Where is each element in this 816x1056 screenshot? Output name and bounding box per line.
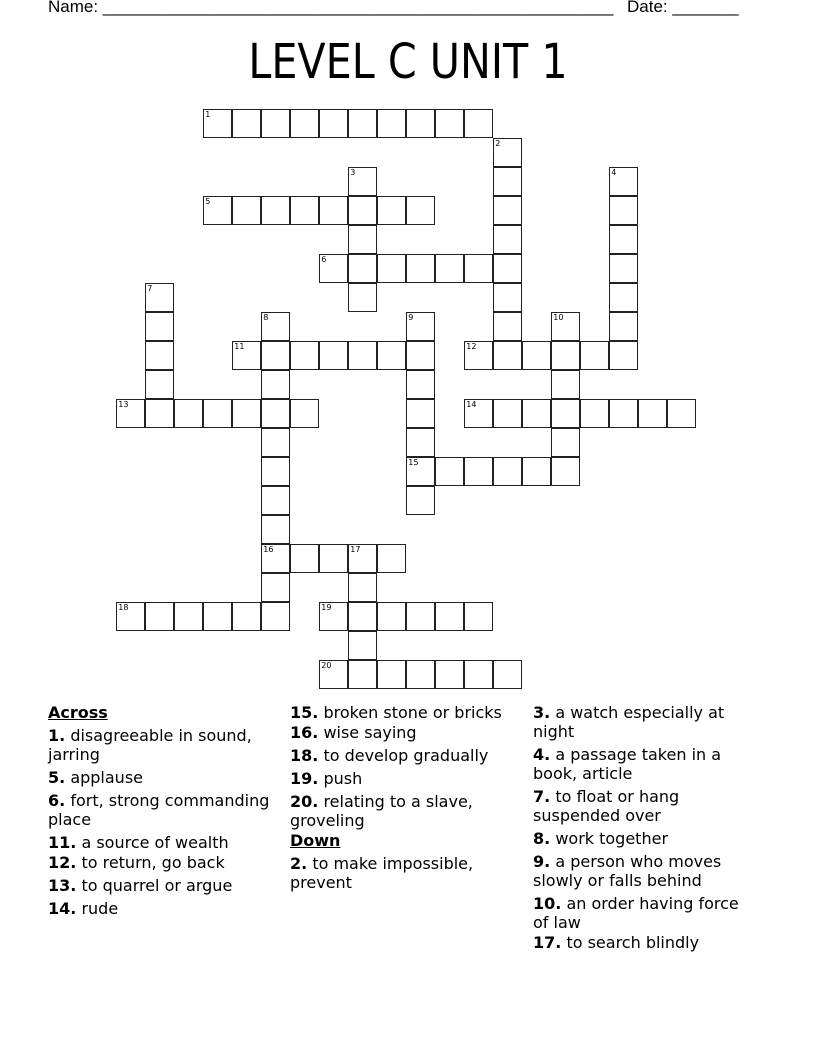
clue-text: a watch especially at night — [533, 703, 725, 741]
crossword-cell[interactable] — [609, 196, 638, 225]
clue-number: 19. — [290, 769, 319, 788]
crossword-cell[interactable] — [261, 515, 290, 544]
crossword-cell[interactable] — [116, 399, 145, 428]
clue-across-6 — [48, 791, 278, 829]
crossword-cell[interactable] — [493, 138, 522, 167]
crossword-cell[interactable] — [261, 196, 290, 225]
crossword-cell[interactable] — [203, 109, 232, 138]
clue-down-2 — [290, 854, 525, 892]
crossword-cell[interactable] — [232, 109, 261, 138]
clue-text: relating to a slave, groveling — [290, 792, 473, 830]
crossword-cell[interactable] — [493, 225, 522, 254]
crossword-cell[interactable] — [406, 312, 435, 341]
clue-down-3 — [533, 703, 758, 741]
clue-down-8 — [533, 829, 758, 848]
cell-number: 7 — [147, 284, 153, 294]
crossword-cell[interactable] — [145, 602, 174, 631]
clue-down-4 — [533, 745, 758, 783]
clue-text: wise saying — [323, 723, 417, 742]
crossword-cell[interactable] — [232, 399, 261, 428]
clue-text: to quarrel or argue — [81, 876, 233, 895]
clue-number: 13. — [48, 876, 77, 895]
crossword-cell[interactable] — [464, 457, 493, 486]
clue-number: 5. — [48, 768, 66, 787]
crossword-cell[interactable] — [145, 341, 174, 370]
crossword-cell[interactable] — [406, 341, 435, 370]
crossword-cell[interactable] — [348, 573, 377, 602]
clue-text: work together — [555, 829, 669, 848]
crossword-cell[interactable] — [261, 341, 290, 370]
crossword-cell[interactable] — [551, 341, 580, 370]
clue-text: push — [323, 769, 363, 788]
crossword-cell[interactable] — [203, 602, 232, 631]
crossword-cell[interactable] — [319, 196, 348, 225]
crossword-cell[interactable] — [406, 602, 435, 631]
crossword-cell[interactable] — [377, 660, 406, 689]
crossword-cell[interactable] — [348, 196, 377, 225]
crossword-cell[interactable] — [377, 341, 406, 370]
date-field-label: Date: _______ — [627, 0, 739, 16]
cell-number: 12 — [466, 342, 477, 352]
crossword-cell[interactable] — [667, 399, 696, 428]
crossword-cell[interactable] — [232, 196, 261, 225]
crossword-cell[interactable] — [464, 109, 493, 138]
clue-across-5 — [48, 768, 278, 787]
crossword-cell[interactable] — [319, 544, 348, 573]
clue-text: to make impossible, prevent — [290, 854, 474, 892]
clue-number: 11. — [48, 833, 77, 852]
clue-down-17 — [533, 933, 758, 952]
crossword-cell[interactable] — [609, 341, 638, 370]
clue-down-9 — [533, 852, 758, 890]
crossword-cell[interactable] — [377, 544, 406, 573]
crossword-cell[interactable] — [290, 341, 319, 370]
crossword-cell[interactable] — [493, 341, 522, 370]
crossword-cell[interactable] — [203, 196, 232, 225]
crossword-cell[interactable] — [348, 602, 377, 631]
clues-column-1 — [48, 703, 278, 922]
cell-number: 14 — [466, 400, 477, 410]
crossword-cell[interactable] — [348, 544, 377, 573]
down-heading: Down — [290, 831, 341, 850]
crossword-cell[interactable] — [203, 399, 232, 428]
clue-across-15 — [290, 703, 525, 722]
crossword-cell[interactable] — [522, 341, 551, 370]
clue-number: 1. — [48, 726, 66, 745]
clue-number: 17. — [533, 933, 562, 952]
crossword-cell[interactable] — [609, 312, 638, 341]
crossword-cell[interactable] — [319, 254, 348, 283]
cell-number: 11 — [234, 342, 245, 352]
clue-text: to develop gradually — [323, 746, 489, 765]
clue-across-13 — [48, 876, 278, 895]
cell-number: 3 — [350, 168, 356, 178]
crossword-cell[interactable] — [261, 370, 290, 399]
clue-number: 7. — [533, 787, 551, 806]
clue-down-7 — [533, 787, 758, 825]
page-title: LEVEL C UNIT 1 — [248, 34, 568, 90]
cell-number: 6 — [321, 255, 327, 265]
crossword-cell[interactable] — [435, 660, 464, 689]
clue-text: a person who moves slowly or falls behind — [533, 852, 722, 890]
crossword-cell[interactable] — [493, 312, 522, 341]
clue-number: 18. — [290, 746, 319, 765]
crossword-cell[interactable] — [348, 660, 377, 689]
clue-across-18 — [290, 746, 525, 765]
clue-number: 14. — [48, 899, 77, 918]
crossword-cell[interactable] — [348, 631, 377, 660]
clue-number: 16. — [290, 723, 319, 742]
crossword-cell[interactable] — [493, 167, 522, 196]
clue-number: 10. — [533, 894, 562, 913]
crossword-cell[interactable] — [261, 486, 290, 515]
crossword-cell[interactable] — [290, 399, 319, 428]
crossword-cell[interactable] — [116, 602, 145, 631]
crossword-cell[interactable] — [261, 428, 290, 457]
crossword-cell[interactable] — [493, 399, 522, 428]
clue-across-11 — [48, 833, 278, 852]
crossword-cell[interactable] — [464, 254, 493, 283]
clue-text: a passage taken in a book, article — [533, 745, 722, 783]
name-field-label: Name: ______________________________________________________ — [48, 0, 614, 16]
clue-across-14 — [48, 899, 278, 918]
cell-number: 1 — [205, 110, 211, 120]
crossword-cell[interactable] — [609, 399, 638, 428]
crossword-cell[interactable] — [406, 428, 435, 457]
crossword-cell[interactable] — [435, 109, 464, 138]
crossword-cell[interactable] — [348, 341, 377, 370]
crossword-cell[interactable] — [493, 196, 522, 225]
clue-text: fort, strong commanding place — [48, 791, 270, 829]
clue-down-10 — [533, 894, 758, 932]
crossword-cell[interactable] — [435, 457, 464, 486]
crossword-cell[interactable] — [406, 370, 435, 399]
clue-text: an order having force of law — [533, 894, 739, 932]
clue-number: 9. — [533, 852, 551, 871]
crossword-cell[interactable] — [377, 196, 406, 225]
cell-number: 4 — [611, 168, 617, 178]
cell-number: 15 — [408, 458, 419, 468]
crossword-cell[interactable] — [580, 399, 609, 428]
clue-number: 4. — [533, 745, 551, 764]
clue-text: a source of wealth — [81, 833, 229, 852]
crossword-cell[interactable] — [551, 399, 580, 428]
clue-number: 6. — [48, 791, 66, 810]
crossword-cell[interactable] — [551, 312, 580, 341]
crossword-cell[interactable] — [464, 602, 493, 631]
crossword-cell[interactable] — [406, 196, 435, 225]
cell-number: 16 — [263, 545, 274, 555]
crossword-cell[interactable] — [406, 457, 435, 486]
crossword-cell[interactable] — [377, 254, 406, 283]
cell-number: 19 — [321, 603, 332, 613]
crossword-cell[interactable] — [638, 399, 667, 428]
crossword-cell[interactable] — [145, 370, 174, 399]
crossword-cell[interactable] — [174, 399, 203, 428]
clues-column-2 — [290, 703, 525, 896]
crossword-cell[interactable] — [145, 283, 174, 312]
crossword-cell[interactable] — [348, 225, 377, 254]
crossword-cell[interactable] — [319, 341, 348, 370]
crossword-cell[interactable] — [261, 312, 290, 341]
cell-number: 2 — [495, 139, 501, 149]
crossword-cell[interactable] — [522, 457, 551, 486]
crossword-cell[interactable] — [406, 399, 435, 428]
clue-number: 12. — [48, 853, 77, 872]
crossword-cell[interactable] — [435, 254, 464, 283]
cell-number: 18 — [118, 603, 129, 613]
crossword-cell[interactable] — [232, 341, 261, 370]
crossword-cell[interactable] — [290, 544, 319, 573]
crossword-cell[interactable] — [261, 573, 290, 602]
clue-number: 2. — [290, 854, 308, 873]
crossword-cell[interactable] — [232, 602, 261, 631]
crossword-cell[interactable] — [319, 660, 348, 689]
crossword-cell[interactable] — [145, 399, 174, 428]
clue-text: disagreeable in sound, jarring — [48, 726, 252, 764]
clue-text: applause — [70, 768, 143, 787]
clue-text: to return, go back — [81, 853, 225, 872]
crossword-cell[interactable] — [290, 196, 319, 225]
crossword-cell[interactable] — [319, 109, 348, 138]
cell-number: 13 — [118, 400, 129, 410]
crossword-cell[interactable] — [609, 283, 638, 312]
crossword-cell[interactable] — [551, 370, 580, 399]
crossword-cell[interactable] — [551, 428, 580, 457]
clue-across-12 — [48, 853, 278, 872]
crossword-cell[interactable] — [261, 457, 290, 486]
crossword-cell[interactable] — [261, 399, 290, 428]
cell-number: 5 — [205, 197, 211, 207]
cell-number: 10 — [553, 313, 564, 323]
crossword-cell[interactable] — [145, 312, 174, 341]
clue-text: broken stone or bricks — [323, 703, 502, 722]
clue-across-19 — [290, 769, 525, 788]
crossword-cell[interactable] — [319, 602, 348, 631]
crossword-cell[interactable] — [493, 254, 522, 283]
crossword-cell[interactable] — [464, 660, 493, 689]
crossword-cell[interactable] — [493, 457, 522, 486]
crossword-cell[interactable] — [261, 109, 290, 138]
crossword-cell[interactable] — [377, 602, 406, 631]
crossword-cell[interactable] — [609, 225, 638, 254]
clue-text: to float or hang suspended over — [533, 787, 680, 825]
crossword-cell[interactable] — [174, 602, 203, 631]
clue-number: 8. — [533, 829, 551, 848]
crossword-cell[interactable] — [348, 167, 377, 196]
crossword-cell[interactable] — [261, 602, 290, 631]
clue-number: 3. — [533, 703, 551, 722]
crossword-cell[interactable] — [406, 109, 435, 138]
clue-text: to search blindly — [566, 933, 700, 952]
across-heading: Across — [48, 703, 108, 722]
crossword-cell[interactable] — [348, 109, 377, 138]
crossword-cell[interactable] — [348, 254, 377, 283]
crossword-cell[interactable] — [406, 486, 435, 515]
crossword-cell[interactable] — [493, 283, 522, 312]
crossword-cell[interactable] — [435, 602, 464, 631]
crossword-cell[interactable] — [609, 167, 638, 196]
crossword-cell[interactable] — [261, 544, 290, 573]
clue-across-20 — [290, 792, 525, 830]
cell-number: 9 — [408, 313, 414, 323]
crossword-cell[interactable] — [406, 660, 435, 689]
crossword-cell[interactable] — [493, 660, 522, 689]
crossword-cell[interactable] — [464, 341, 493, 370]
crossword-cell[interactable] — [348, 283, 377, 312]
crossword-cell[interactable] — [580, 341, 609, 370]
crossword-cell[interactable] — [551, 457, 580, 486]
clue-number: 15. — [290, 703, 319, 722]
crossword-cell[interactable] — [464, 399, 493, 428]
cell-number: 20 — [321, 661, 332, 671]
cell-number: 8 — [263, 313, 269, 323]
cell-number: 17 — [350, 545, 361, 555]
crossword-cell[interactable] — [377, 109, 406, 138]
clue-across-1 — [48, 726, 278, 764]
crossword-cell[interactable] — [290, 109, 319, 138]
clues-column-3 — [533, 703, 758, 956]
clue-number: 20. — [290, 792, 319, 811]
crossword-cell[interactable] — [522, 399, 551, 428]
clue-text: rude — [81, 899, 119, 918]
clue-across-16 — [290, 723, 525, 742]
crossword-cell[interactable] — [609, 254, 638, 283]
crossword-cell[interactable] — [406, 254, 435, 283]
